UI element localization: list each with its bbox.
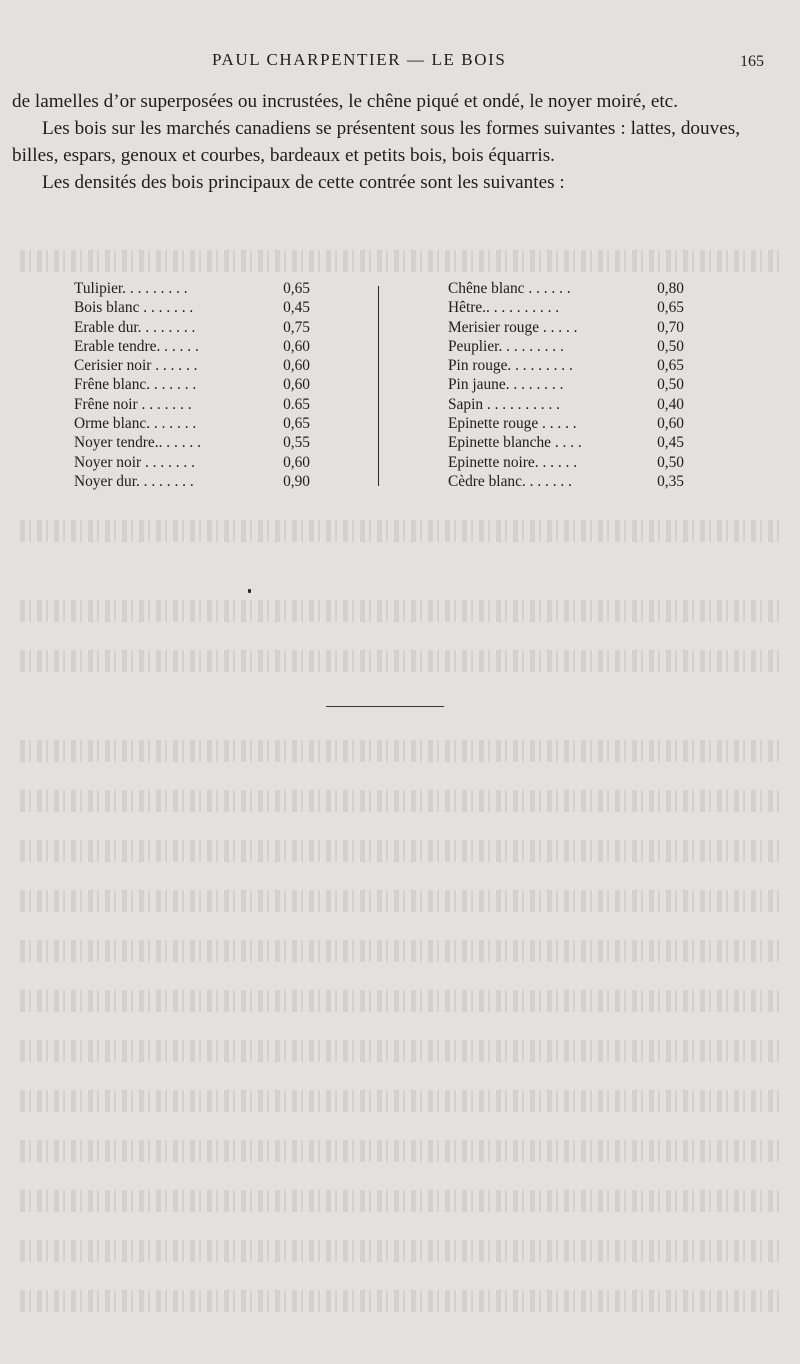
- paragraph: Les densités des bois principaux de cette contrée sont les suivantes :: [42, 172, 565, 193]
- wood-name: Epinette rouge . . . . .: [448, 415, 577, 433]
- bleed-through: [20, 1140, 780, 1162]
- table-row: [74, 357, 310, 376]
- bleed-through: [20, 840, 780, 862]
- wood-name: Frêne noir . . . . . . .: [74, 395, 192, 413]
- table-row: [448, 396, 684, 415]
- wood-name: Epinette blanche . . . .: [448, 434, 582, 452]
- table-row: [448, 338, 684, 357]
- section-rule: [326, 706, 444, 707]
- density-value: 0,45: [283, 299, 310, 317]
- density-value: 0,50: [657, 337, 684, 355]
- table-row: [448, 415, 684, 434]
- density-value: 0,90: [283, 472, 310, 490]
- density-value: 0,65: [283, 415, 310, 433]
- wood-name: Orme blanc. . . . . . .: [74, 415, 197, 433]
- density-value: 0,50: [657, 453, 684, 471]
- wood-name: Pin rouge. . . . . . . . .: [448, 357, 573, 375]
- table-row: [74, 473, 310, 492]
- wood-name: Noyer tendre.. . . . . .: [74, 434, 201, 452]
- wood-name: Epinette noire. . . . . .: [448, 453, 578, 471]
- ink-speck: [248, 589, 251, 593]
- table-row: [74, 434, 310, 453]
- table-row: [448, 319, 684, 338]
- bleed-through: [20, 1290, 780, 1312]
- density-value: 0,70: [657, 318, 684, 336]
- table-row: [74, 319, 310, 338]
- bleed-through: [20, 990, 780, 1012]
- density-value: 0,60: [283, 453, 310, 471]
- density-value: 0,60: [283, 357, 310, 375]
- wood-name: Noyer noir . . . . . . .: [74, 453, 195, 471]
- table-row: [448, 280, 684, 299]
- wood-name: Cerisier noir . . . . . .: [74, 357, 198, 375]
- density-value: 0,65: [283, 280, 310, 297]
- wood-name: Noyer dur. . . . . . . .: [74, 472, 194, 490]
- wood-name: Peuplier. . . . . . . . .: [448, 337, 564, 355]
- density-value: 0,35: [657, 472, 684, 490]
- paragraph: Les bois sur les marchés canadiens se présentent sous les formes suivantes : lattes, douves, billes, espars, genoux et courbes, bardeaux et petits bois, bois équarris.: [12, 118, 740, 166]
- table-row: [74, 396, 310, 415]
- density-value: 0,45: [657, 434, 684, 452]
- page-number: 165: [740, 53, 764, 70]
- density-value: 0,75: [283, 318, 310, 336]
- table-row: [448, 357, 684, 376]
- bleed-through: [20, 890, 780, 912]
- bleed-through: [20, 940, 780, 962]
- bleed-through: [20, 600, 780, 622]
- density-value: 0,60: [283, 376, 310, 394]
- bleed-through: [20, 1090, 780, 1112]
- table-row: [74, 338, 310, 357]
- table-row: [74, 299, 310, 318]
- wood-name: Merisier rouge . . . . .: [448, 318, 578, 336]
- table-row: [448, 473, 684, 492]
- density-column-right: [448, 280, 684, 492]
- wood-name: Erable tendre. . . . . .: [74, 337, 199, 355]
- density-value: 0,65: [657, 299, 684, 317]
- bleed-through: [20, 1040, 780, 1062]
- density-value: 0,60: [283, 337, 310, 355]
- wood-name: Frêne blanc. . . . . . .: [74, 376, 197, 394]
- wood-name: Chêne blanc . . . . . .: [448, 280, 571, 297]
- wood-name: Hêtre.. . . . . . . . . .: [448, 299, 560, 317]
- bleed-through: [20, 650, 780, 672]
- table-row: [74, 415, 310, 434]
- table-row: [74, 454, 310, 473]
- density-value: 0,55: [283, 434, 310, 452]
- bleed-through: [20, 520, 780, 542]
- table-row: [74, 376, 310, 395]
- density-value: 0,80: [657, 280, 684, 297]
- density-value: 0,40: [657, 395, 684, 413]
- wood-name: Bois blanc . . . . . . .: [74, 299, 194, 317]
- wood-name: Pin jaune. . . . . . . .: [448, 376, 564, 394]
- density-table: [0, 280, 800, 500]
- density-value: 0,65: [657, 357, 684, 375]
- density-value: 0,60: [657, 415, 684, 433]
- bleed-through: [20, 1190, 780, 1212]
- wood-name: Sapin . . . . . . . . . .: [448, 395, 561, 413]
- density-value: 0.65: [283, 395, 310, 413]
- table-row: [74, 280, 310, 299]
- density-value: 0,50: [657, 376, 684, 394]
- table-row: [448, 434, 684, 453]
- bleed-through: [20, 740, 780, 762]
- running-title: PAUL CHARPENTIER — LE BOIS: [212, 50, 507, 69]
- table-row: [448, 454, 684, 473]
- bleed-through: [20, 790, 780, 812]
- wood-name: Cèdre blanc. . . . . . .: [448, 472, 572, 490]
- wood-name: Tulipier. . . . . . . . .: [74, 280, 188, 297]
- density-column-left: [74, 280, 310, 492]
- wood-name: Erable dur. . . . . . . .: [74, 318, 196, 336]
- bleed-through: [20, 250, 780, 272]
- table-row: [448, 376, 684, 395]
- column-divider: [378, 286, 379, 486]
- body-text: [12, 88, 740, 196]
- running-head: [0, 48, 800, 74]
- table-row: [448, 299, 684, 318]
- bleed-through: [20, 1240, 780, 1262]
- paragraph: de lamelles d’or superposées ou incrustées, le chêne piqué et ondé, le noyer moiré, etc.: [12, 91, 678, 112]
